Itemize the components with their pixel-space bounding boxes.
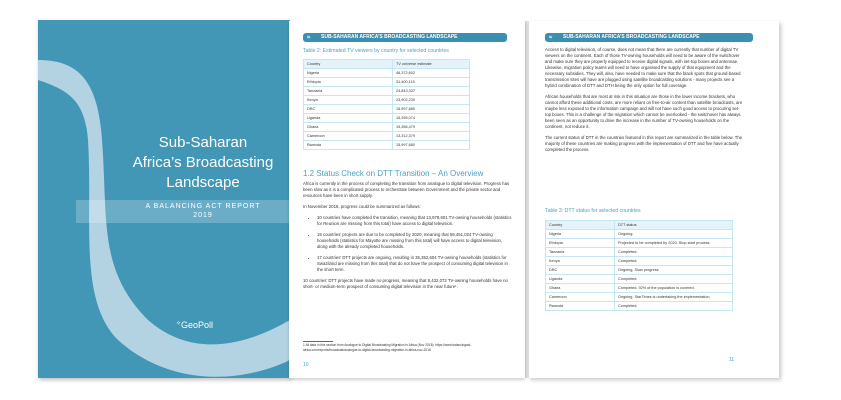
bullet-item: • 17 countries’ DTT projects are ongoing, resulting in 35,352,604 TV-owning households (statistics for Swaziland are missing from this total) that do not have the prospect of consuming digital television in the short term. <box>317 255 513 273</box>
section-banner <box>303 33 507 42</box>
dtt-status-table <box>545 220 733 311</box>
page-left <box>289 21 525 378</box>
cover-year: 2019 <box>193 212 213 219</box>
country-cell: Uganda <box>304 114 393 123</box>
table-row <box>546 230 733 239</box>
wave-icon: ≈ <box>549 35 553 41</box>
cover-subtitle-text: A BALANCING ACT REPORT <box>145 203 261 210</box>
column-header: TV universe estimate <box>393 60 470 69</box>
cover-subtitle <box>98 202 290 220</box>
cover-title-line: Sub-Saharan <box>158 134 248 151</box>
country-cell: Ghana <box>304 123 393 132</box>
body-text <box>303 181 513 295</box>
wave-icon: ≈ <box>307 35 311 41</box>
cover-swoosh-graphic <box>38 20 290 378</box>
cover-title-line: Africa’s Broadcasting <box>132 154 274 171</box>
logo-text: GeoPoll <box>181 320 214 330</box>
country-cell: Rwanda <box>304 141 393 150</box>
cover-title-line: Landscape <box>166 174 240 191</box>
country-cell: Tanzania <box>304 87 393 96</box>
value-cell: 24,843,337 <box>393 87 470 96</box>
value-cell: 31,400,115 <box>393 78 470 87</box>
body-text <box>545 47 745 158</box>
paragraph: 10 countries’ DTT projects have made no progress, meaning that 8,432,072 TV-owning households have no short- or medium-term prospect of consuming digital television in the near future¹. <box>303 278 508 289</box>
section-banner <box>545 33 753 42</box>
banner-text: SUB-SAHARAN AFRICA’S BROADCASTING LANDSCAPE <box>321 34 458 40</box>
table-row <box>546 266 733 275</box>
banner-text: SUB-SAHARAN AFRICA’S BROADCASTING LANDSCAPE <box>563 34 700 40</box>
country-cell: Ethiopia <box>546 239 615 248</box>
country-cell: DRC <box>304 105 393 114</box>
country-cell: Kenya <box>304 96 393 105</box>
footnote-rule <box>303 341 333 342</box>
column-header: Country <box>304 60 393 69</box>
value-cell: Completed. <box>615 257 733 266</box>
table-row <box>546 302 733 311</box>
table-row <box>304 96 470 105</box>
value-cell: Ongoing. StarTimes is undertaking the implementation. <box>615 293 733 302</box>
table-row <box>304 141 470 150</box>
value-cell: 46,372,602 <box>393 69 470 78</box>
country-cell: DRC <box>546 266 615 275</box>
bullet-list <box>303 215 513 273</box>
value-cell: Completed. 92% of the population is covered. <box>615 284 733 293</box>
country-cell: Cameroon <box>304 132 393 141</box>
table-caption: Table 3: DTT status for selected countries <box>545 208 641 214</box>
table-row <box>546 239 733 248</box>
column-header: DTT status <box>615 221 733 230</box>
table-row <box>304 105 470 114</box>
paragraph: In November 2018, progress could be summarized as follows: <box>303 204 421 209</box>
satellite-icon: ✧ <box>176 321 182 327</box>
country-cell: Rwanda <box>546 302 615 311</box>
country-cell: Nigeria <box>304 69 393 78</box>
column-header: Country <box>546 221 615 230</box>
section-heading: 1.2 Status Check on DTT Transition – An Overview <box>303 169 484 178</box>
cover-title <box>98 133 290 193</box>
value-cell: 13,312,379 <box>393 132 470 141</box>
country-cell: Nigeria <box>546 230 615 239</box>
value-cell: 15,997,680 <box>393 105 470 114</box>
country-cell: Ethiopia <box>304 78 393 87</box>
paragraph: African households that are most at risk in this situation are those in the lower income brackets, who cannot afford these additional costs, are more reliant on free-to-air content than satellite broadcasts, are maybe less exposed to the information campaign and will not have such good access to procuring set-top boxes. This is a challenge of the migration which cannot be overlooked - the switchover has always been seen as an opportunity to drive the increase in the number of TV-owning households on the continent, not reduce it. <box>545 94 743 129</box>
country-cell: Ghana <box>546 284 615 293</box>
country-cell: Cameroon <box>546 293 615 302</box>
bullet-item: • 10 countries have completed the transition, meaning that 13,978,601 TV-owning households (statistics for Reunion are missing from this total) have access to digital television. <box>317 215 513 227</box>
paragraph: The current status of DTT in the countries featured in this report are summarized in the table below. The majority of these countries are making progress with the implementation of DTT and five have actually completed the process. <box>545 135 743 152</box>
value-cell: 15,356,479 <box>393 123 470 132</box>
table-row <box>546 275 733 284</box>
geopoll-logo <box>176 320 213 330</box>
page-number: 10 <box>303 362 309 368</box>
page-right <box>528 21 779 378</box>
table-row <box>546 257 733 266</box>
table-row <box>304 69 470 78</box>
table-row <box>304 123 470 132</box>
value-cell: Ongoing. Slow progress. <box>615 266 733 275</box>
value-cell: 15,997,680 <box>393 141 470 150</box>
table-row <box>546 248 733 257</box>
country-cell: Uganda <box>546 275 615 284</box>
footnote: 1 All data in this section from Analogue to Digital Broadcasting Migration in Africa (Nov 2018): https://www.balancingact-africa.com/reports/broadcast/analogue-to-digital-broadcasting-migration-in-africa-nov-2018 <box>303 343 472 352</box>
tv-viewers-table <box>303 59 470 150</box>
table-row <box>546 293 733 302</box>
report-cover <box>38 20 290 378</box>
table-caption: Table 2: Estimated TV viewers by country for selected countries <box>303 48 449 54</box>
table-row <box>304 87 470 96</box>
bullet-item: • 19 countries’ projects are due to be completed by 2020, meaning that 69,451,024 TV-owning households (statistics for Mayotte are missing from this total) will have access to digital television, along with the already completed households. <box>317 232 513 250</box>
table-row <box>304 132 470 141</box>
page-number: 11 <box>729 357 735 363</box>
country-cell: Kenya <box>546 257 615 266</box>
value-cell: Completed. <box>615 248 733 257</box>
value-cell: Projected to be completed by 2020. Stop start process. <box>615 239 733 248</box>
table-row <box>304 114 470 123</box>
paragraph: Access to digital television, of course, does not mean that there are currently that number of digital TV viewers on the continent. Each of those TV-owning households will need to be aware of the switchover and make sure they are properly equipped to receive digital signals, with set-top boxes and antennae. Likewise, migration policy teams will need to have organised the supply of that equipment and the necessary subsidies. They will, also, have needed to make sure that the black spots that ground-based transmission sites will have are plugged using satellite broadcasting solutions - many projects see a hybrid combination of DTT and DTH being the only option for full coverage. <box>545 47 741 88</box>
country-cell: Tanzania <box>546 248 615 257</box>
value-cell: Completed. <box>615 302 733 311</box>
value-cell: 15,395,074 <box>393 114 470 123</box>
value-cell: 23,902,230 <box>393 96 470 105</box>
table-row <box>304 78 470 87</box>
value-cell: Completed. <box>615 275 733 284</box>
paragraph: Africa is currently in the process of completing the transition from analogue to digital television. Progress has been slow as it is a complicated process to orchestrate between Government and the private sector and resources have been in short supply. <box>303 181 510 198</box>
table-row <box>546 284 733 293</box>
value-cell: Ongoing. <box>615 230 733 239</box>
